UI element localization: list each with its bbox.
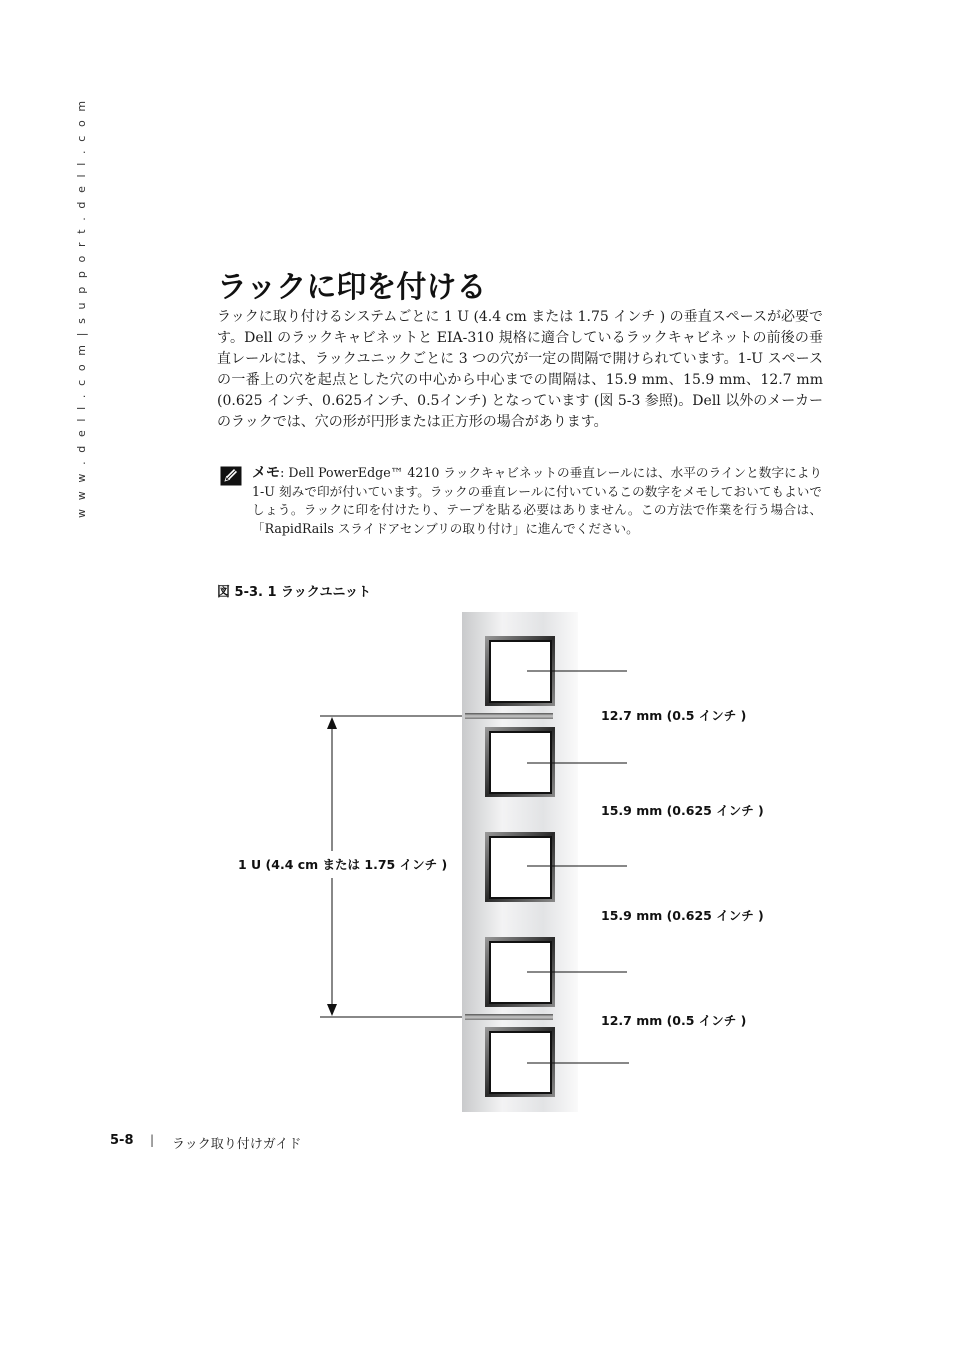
note-label: メモ xyxy=(252,465,281,481)
hole-spacing-label: 12.7 mm (0.5 インチ ) xyxy=(601,1013,747,1028)
unit-mark-top xyxy=(465,713,553,719)
footer-separator: | xyxy=(150,1133,155,1147)
rail-hole xyxy=(485,832,555,902)
hole-spacing-label: 12.7 mm (0.5 インチ ) xyxy=(601,708,747,723)
rail-hole xyxy=(485,727,555,797)
unit-height-label: 1 U (4.4 cm または 1.75 インチ ) xyxy=(238,857,448,872)
page-number: 5-8 xyxy=(110,1133,134,1148)
rail-hole xyxy=(485,1027,555,1097)
note-text xyxy=(252,464,822,538)
hole-spacing-label: 15.9 mm (0.625 インチ ) xyxy=(601,803,764,818)
note-body: : Dell PowerEdge™ 4210 ラックキャビネットの垂直レールには、水平のラインと数字により 1-U 刻みで印が付いています。ラックの垂直レールに付いているこの数字をメモしておいてもよいでしょう。ラックに印を付けたり、テープを貼る必要はありません。この方法で作業を行う場合は、「RapidRails スライドアセンブリの取り付け」に進んでください。 xyxy=(252,465,822,536)
footer-title: ラック取り付けガイド xyxy=(172,1137,302,1152)
section-title: ラックに印を付ける xyxy=(217,270,487,305)
rail-background xyxy=(462,612,578,1112)
unit-mark-bottom xyxy=(465,1014,553,1020)
rail-hole xyxy=(485,937,555,1007)
hole-spacing-label: 15.9 mm (0.625 インチ ) xyxy=(601,908,764,923)
rail-hole xyxy=(485,636,555,706)
arrow-up-icon xyxy=(327,717,337,729)
body-paragraph: ラックに取り付けるシステムごとに 1 U (4.4 cm または 1.75 インチ ) の垂直スペースが必要です。Dell のラックキャビネットと EIA-310 規格に適合しているラックキャビネットの前後の垂直レールには、ラックユニックごとに 3 つの穴が一定の間隔で開けられています。1-U スペースの一番上の穴を起点とした穴の中心から中心までの間隔は、15.9 mm、15.9 mm、12.7 mm (0.625 インチ、0.625インチ、0.5インチ) となっています (図 5-3 参照)。Dell 以外のメーカーのラックでは、穴の形が円形または正方形の場合があります。 xyxy=(217,309,823,430)
note-pencil-icon xyxy=(220,466,242,486)
arrow-down-icon xyxy=(327,1004,337,1016)
side-url: w w w . d e l l . c o m | s u p p o r t . d e l l . c o m xyxy=(75,98,88,518)
figure-caption: 図 5-3. 1 ラックユニット xyxy=(217,585,372,600)
